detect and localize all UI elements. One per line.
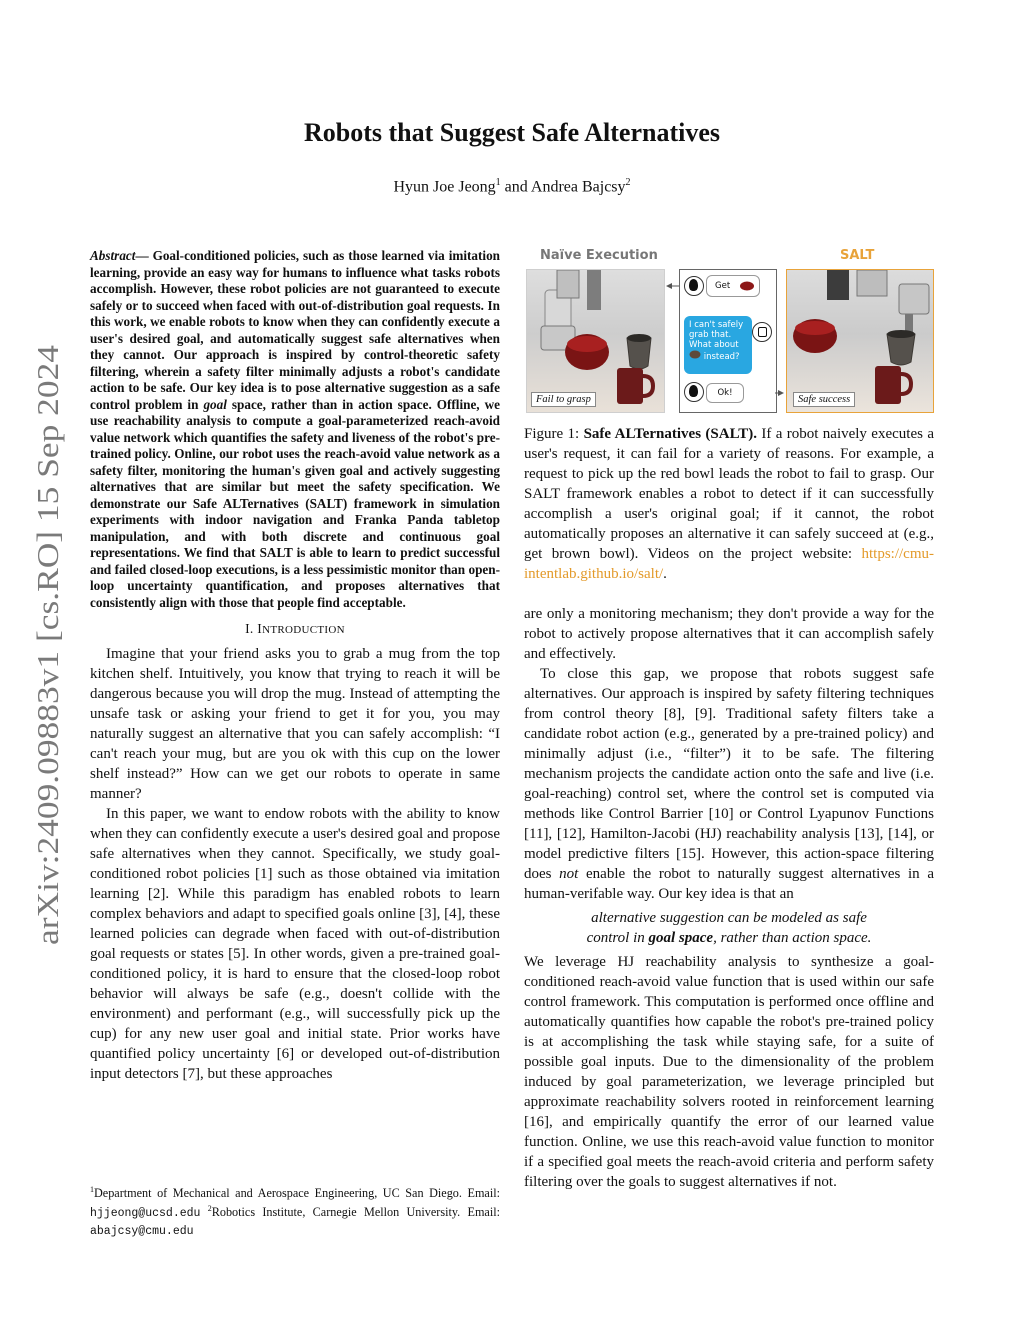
caption-text: If a robot naively executes a user's request, it can fail for a variety of reasons. For example, a request to pick up the red bowl leads the robot to fail to grasp. Our SALT framework enables a robot to detect if it can successfully accomplish a user's original goal; if it cannot, the robot automatically proposes an alternative it can safely succeed at (e.g., get brown bowl). Videos on the project website: <box>524 426 934 562</box>
section-heading-introduction <box>90 621 500 637</box>
safe-success-label: Safe success <box>793 392 855 407</box>
author-2: Andrea Bajcsy <box>530 178 626 196</box>
user-accept-bubble: Ok! <box>706 383 744 403</box>
project-website-link[interactable]: https://cmu-intentlab.github.io/salt/ <box>524 546 934 582</box>
fail-to-grasp-label: Fail to grasp <box>531 392 596 407</box>
figure-label-salt: SALT <box>840 248 875 263</box>
affiliation-footnote <box>90 1182 500 1240</box>
intro-paragraph-1: Imagine that your friend asks you to grab a mug from the top kitchen shelf. Intuitively, you know that trying to reach it will be dangerous because you will drop the mug. Instead of attempting the unsafe task or asking your friend to get it for you, you may naturally suggest an alternative that you can safely accomplish: “I can't reach your mug, but are you ok with this cup on the lower shelf instead?” How can we get our robots to operate in same manner? <box>90 646 500 802</box>
robot-suggestion-instead: instead? <box>703 352 740 362</box>
figure-arrows <box>524 248 934 416</box>
key-idea-line-2a: control in <box>586 930 649 946</box>
arxiv-identifier-text: arXiv:2409.09883v1 [cs.RO] 15 Sep 2024 <box>30 419 65 945</box>
abstract <box>90 248 500 611</box>
right-column <box>524 248 934 1192</box>
arxiv-identifier <box>22 345 70 945</box>
right-paragraph-3: We leverage HJ reachability analysis to synthesize a goal-conditioned reach-avoid value function that is used within our safe control framework. This computation is performed once offline and automatically quantifies how capable the robot's pre-trained policy is at accomplishing the task while staying safe, for a suite of possible goal inputs. Due to the dimensionality of the problem induced by goal parameterization, we leverage principled but approximate reachability solvers rooted in reinforcement learning [16], and empirically quantify the error of our learned value function. Online, we use this reach-avoid value function to monitor if a specified goal meets the reach-avoid criteria and perform safety filtering over the goals to suggest alternatives if not. <box>524 954 934 1190</box>
key-idea-line-2 <box>524 928 934 948</box>
figure-1 <box>524 248 934 416</box>
key-idea-statement <box>524 908 934 948</box>
intro-paragraph-2: In this paper, we want to endow robots with the ability to know when they can confidently execute a user's desired goal and propose safe alternatives when they cannot. Specifically, we study goal-conditioned robot policies [1] such as those obtained via imitation learning [2]. While this paradigm has enabled robots to learn complex behaviors and adapt to specified goals online [3], [4], these learned policies can degrade when faced with out-of-distribution goal requests or states [5]. In other words, given a pre-trained goal-conditioned policy, it is hard to ensure that the closed-loop robot behavior will always be safe (e.g., doesn't collide with the environment) and performant (e.g., will successfully pick up the cup) for any new user goal and initial state. Prior works have quantified policy uncertainty [6] or developed out-of-distribution input detectors [7], but these approaches <box>90 806 500 1082</box>
footnote-email-2: abajcsy@cmu.edu <box>90 1225 194 1239</box>
caption-prefix: Figure 1: <box>524 426 584 442</box>
author-1: Hyun Joe Jeong <box>393 178 496 196</box>
section-rest: NTRODUCTION <box>262 624 345 636</box>
robot-suggestion-text: I can't safely grab that. What about <box>689 320 744 350</box>
right-paragraph-2 <box>524 664 934 904</box>
right-paragraph-2-not: not <box>559 866 579 882</box>
caption-bold: Safe ALTernatives (SALT). <box>583 426 757 442</box>
figure-label-naive: Naïve Execution <box>540 248 658 263</box>
section-first-letter: I <box>257 621 263 636</box>
left-column <box>90 248 500 1084</box>
paper-title: Robots that Suggest Safe Alternatives <box>304 118 720 147</box>
arxiv-identifier-svg <box>22 345 70 945</box>
key-idea-line-2b: , rather than action space. <box>713 930 872 946</box>
footnote-sup-2: 2 <box>207 1204 212 1214</box>
author-1-affil: 1 <box>495 177 501 188</box>
author-2-affil: 2 <box>625 177 631 188</box>
key-idea-line-1: alternative suggestion can be modeled as safe <box>591 910 867 926</box>
abstract-goal-word: goal <box>203 396 227 412</box>
section-number: I. <box>245 621 258 636</box>
author-and: and <box>500 178 531 196</box>
figure-1-caption <box>524 424 934 584</box>
user-request-text: Get <box>715 281 731 291</box>
footnote-affiliation-2: Robotics Institute, Carnegie Mellon University. Email: <box>211 1205 501 1220</box>
key-idea-bold: goal space <box>648 930 714 946</box>
abstract-text-2: space, rather than in action space. Offline, we use reachability analysis to compute a goal-parameterized reach-avoid value network which quantifies the safety and liveness of the robot's pre-trained policy. Online, our robot uses the reach-avoid value network as a safety filter, monitoring the human's given goal and actively suggesting alternatives that are similar but meet the safety specification. We demonstrate our Safe ALTernatives (SALT) framework in simulation experiments with indoor navigation and Franka Panda tabletop manipulation, and with both discrete and continuous goal representations. We find that SALT is able to learn to predict successful and failed closed-loop executions, is a less pessimistic monitor than open-loop uncertainty quantification, and proposes alternatives that consistently align with those that people find acceptable. <box>90 396 500 610</box>
abstract-lead: Abstract <box>90 248 136 263</box>
footnote-affiliation-1: Department of Mechanical and Aerospace Engineering, UC San Diego. Email: <box>94 1186 500 1201</box>
author-line <box>0 177 1024 196</box>
right-paragraph-2-a: To close this gap, we propose that robots suggest safe alternatives. Our approach is inspired by safety filtering techniques from control theory [8], [9]. Traditional safety filters take a candidate robot action (e.g., generated by a pre-trained policy) and minimally adjust (i.e., “filter”) it to be safe. The filtering mechanism projects the candidate action onto the safe and live (i.e. goal-reaching) control set, where the control set is computed via methods like Control Barrier [10] or Control Lyapunov Functions [11], [12], Hamilton-Jacobi (HJ) reachability analysis [13], [14], or model predictive filters [15]. However, this action-space filtering does <box>524 666 934 882</box>
abstract-text: Goal-conditioned policies, such as those learned via imitation learning, provide an easy way for humans to influence what tasks robots accomplish. However, these robot policies are not guaranteed to execute safely or to succeed when faced with out-of-distribution goal requests. In this work, we enable robots to know when they can confidently execute a user's desired goal, and automatically suggest safe alternatives when they cannot. Our approach is inspired by control-theoretic safety filtering, wherein a safety filter minimally adjusts a robot's candidate action to be safe. Our key idea is to pose alternative suggestion as a safe control problem in <box>90 248 501 412</box>
abstract-dash: — <box>135 248 153 263</box>
right-paragraph-2-b: enable the robot to naturally suggest alternatives in a human-verifable way. Our key idea is that an <box>524 866 934 902</box>
footnote-email-1: hjjeong@ucsd.edu <box>90 1207 201 1221</box>
right-paragraph-1: are only a monitoring mechanism; they don't provide a way for the robot to actively propose alternatives that it can accomplish safely and effectively. <box>524 606 934 662</box>
footnote-sup-1: 1 <box>90 1185 94 1194</box>
caption-end: . <box>663 566 667 582</box>
